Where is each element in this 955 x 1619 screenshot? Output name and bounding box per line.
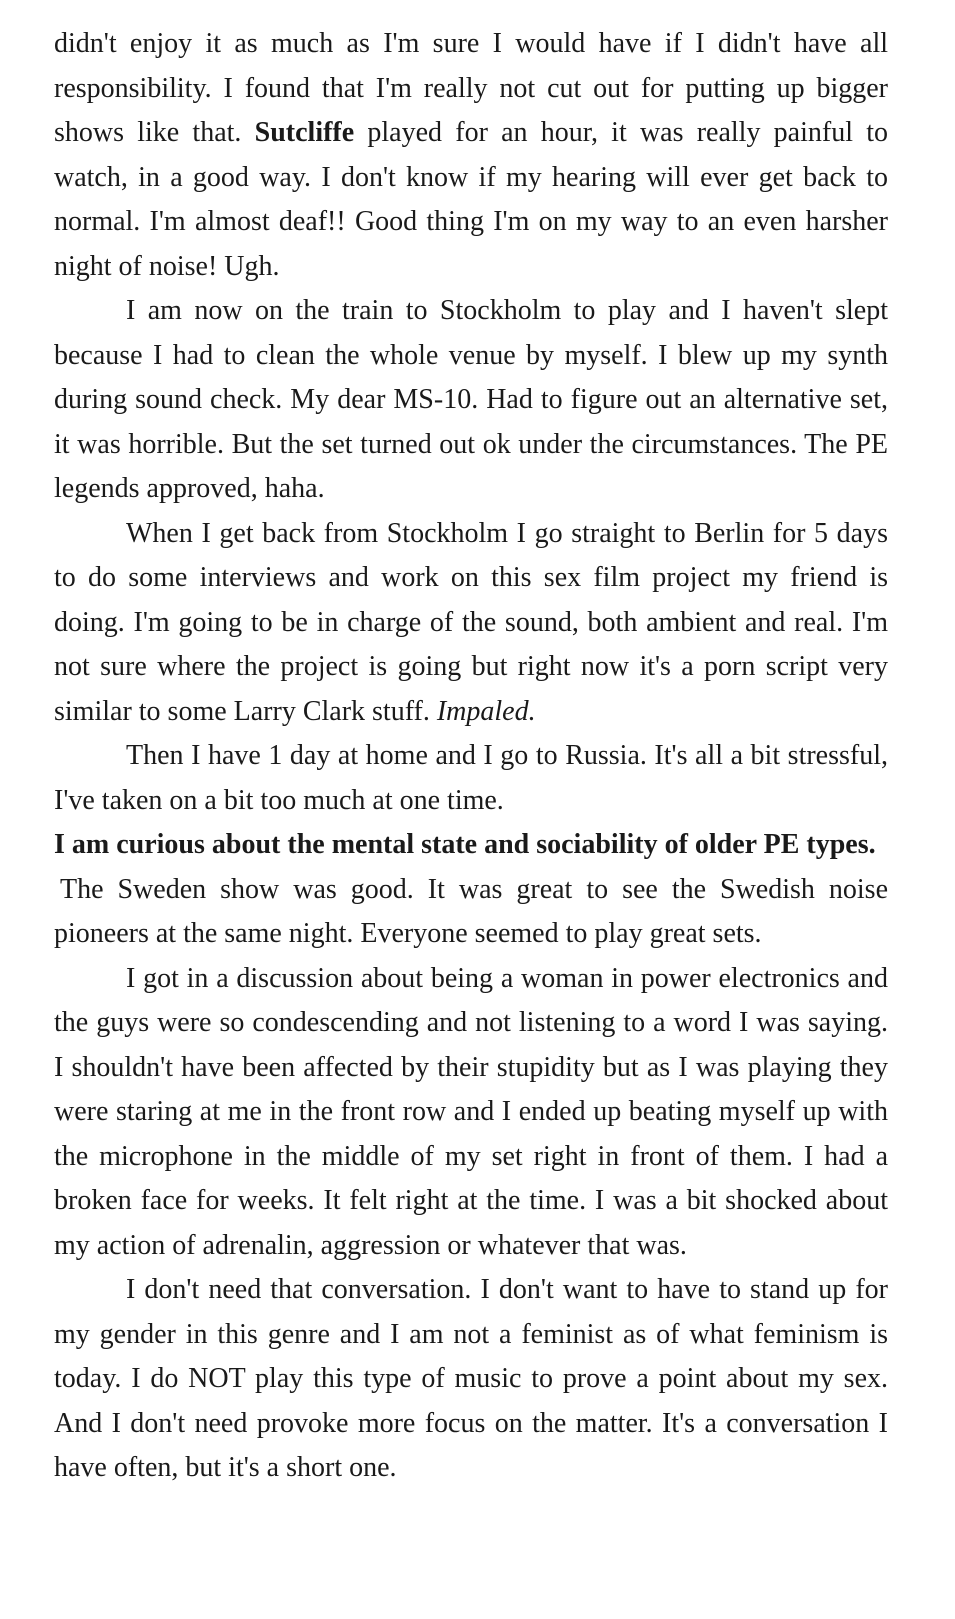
paragraph-5: I got in a discussion about being a woman in power electronics and the guys were so condescending and not listening to a word I was saying. I shouldn't have been affected by their stupidity but as I was playing they were staring at me in the front row and I ended up beating myself up with the microphone in the middle of my set right in front of them. I had a broken face for weeks. It felt right at the time. I was a bit shocked about my action of adrenalin, aggression or whatever that was. xyxy=(54,962,888,1261)
paragraph-6: I don't need that conversation. I don't want to have to stand up for my gender in this genre and I am not a feminist as of what feminism is today. I do NOT play this type of music to prove a point about my sex. And I don't need provoke more focus on the matter. It's a conversation I have often, but it's a short one. xyxy=(54,1274,888,1483)
answer-paragraph: The Sweden show was good. It was great to see the Swedish noise pioneers at the same night. Everyone seemed to play great sets. xyxy=(54,873,888,949)
interview-question: I am curious about the mental state and sociability of older PE types. xyxy=(54,829,876,860)
paragraph-3 xyxy=(54,512,888,735)
paragraph-1 xyxy=(54,22,888,289)
italic-word-impaled: Impaled. xyxy=(436,695,536,727)
paragraph-4: Then I have 1 day at home and I go to Russia. It's all a bit stressful, I've taken on a bit too much at one time. xyxy=(54,740,888,816)
text-segment: played for an hour, it was really painful to watch, in a good way. I don't know if my hearing will ever get back to normal. I'm almost deaf!! Good thing I'm on my way to an even harsher night of noise! Ugh. xyxy=(54,117,888,282)
paragraph-2: I am now on the train to Stockholm to play and I haven't slept because I had to clean the whole venue by myself. I blew up my synth during sound check. My dear MS-10. Had to figure out an alternative set, it was horrible. But the set turned out ok under the circumstances. The PE legends approved, haha. xyxy=(54,295,888,504)
text-segment: When I get back from Stockholm I go straight to Berlin for 5 days to do some interviews and work on this sex film project my friend is doing. I'm going to be in charge of the sound, both ambient and real. I'm not sure where the project is going but right now it's a porn script very similar to some Larry Clark stuff. xyxy=(54,517,888,727)
band-name-sutcliffe: Sutcliffe xyxy=(254,117,355,148)
text-segment: didn't enjoy it as much as I'm sure I would have if I didn't have all responsibility. I found that I'm really not cut out for putting up bigger shows like that. xyxy=(54,28,888,148)
document-page xyxy=(54,22,888,1491)
